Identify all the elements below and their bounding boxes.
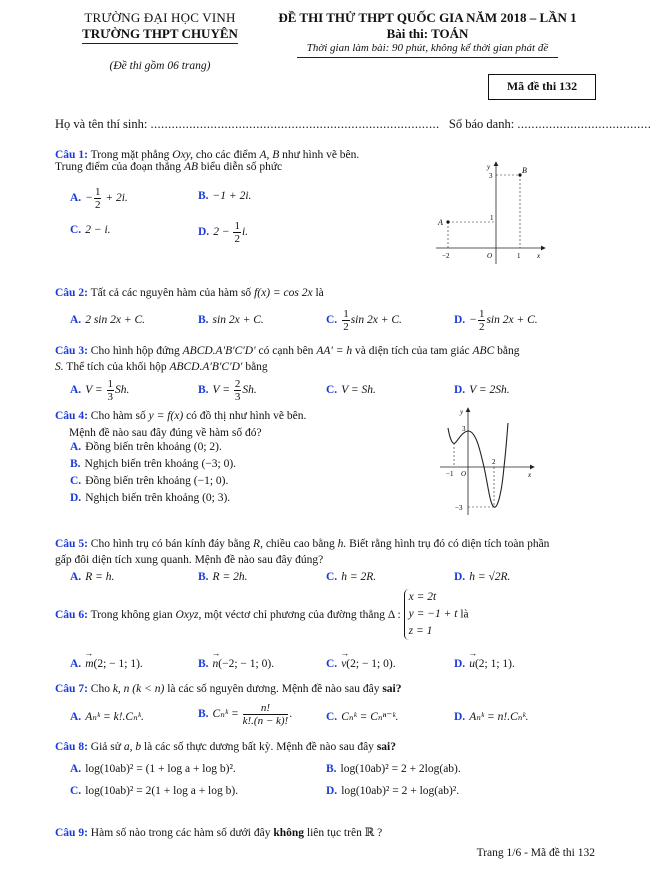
- id-label: Số báo danh:: [448, 117, 515, 131]
- option-letter: A.: [70, 711, 82, 723]
- option-letter: D.: [454, 384, 466, 396]
- question-5: [55, 536, 600, 568]
- option-a[interactable]: [70, 314, 145, 326]
- vector-symbol: → n: [213, 658, 219, 670]
- math: .: [289, 708, 293, 721]
- page-footer: Trang 1/6 - Mã đề thi 132: [476, 847, 595, 859]
- question-label: Câu 8:: [55, 741, 88, 753]
- math: Aₙᵏ = k!.Cₙᵏ.: [85, 711, 144, 723]
- school-header: [50, 10, 270, 72]
- question-text: Hàm số nào trong các hàm số dưới đây: [90, 827, 271, 839]
- question-text: bằng: [497, 345, 520, 357]
- math: Oxy,: [172, 149, 194, 161]
- label-b: B: [522, 166, 527, 175]
- question-text: Trung điểm của đoạn thẳng: [55, 161, 182, 173]
- math: −: [469, 314, 477, 327]
- fraction: [234, 378, 242, 403]
- function-curve: [448, 423, 508, 507]
- option-letter: C.: [70, 224, 82, 236]
- math: sin 2x + C.: [486, 314, 538, 327]
- math: Cₙᵏ =: [212, 708, 242, 721]
- question-text: có đồ thị như hình vẽ bên.: [186, 410, 307, 422]
- option-letter: D.: [70, 492, 82, 504]
- math: h = √2R.: [469, 571, 511, 583]
- option-c[interactable]: [326, 658, 396, 670]
- exam-title: ĐỀ THI THỬ THPT QUỐC GIA NĂM 2018 – LẦN 1: [278, 10, 577, 25]
- label-a: A: [438, 218, 443, 227]
- question-text: biểu diễn số phức: [200, 161, 283, 173]
- option-a[interactable]: [70, 378, 129, 403]
- denominator: 3: [107, 391, 114, 403]
- question-9: [55, 825, 382, 839]
- fraction: [478, 308, 486, 333]
- math: ABC: [472, 345, 495, 357]
- math: AA′ = h: [316, 345, 353, 357]
- math: ABCD.A′B′C′D′: [169, 361, 243, 373]
- question-text: cho các điểm: [195, 149, 257, 161]
- point-a: [446, 220, 449, 223]
- question-text: có cạnh bên: [258, 345, 314, 357]
- question-text: chiều cao bằng: [265, 538, 335, 550]
- question-2: [55, 287, 324, 299]
- axis-y-label: y: [460, 408, 464, 416]
- question-label: Câu 1:: [55, 149, 88, 161]
- option-b[interactable]: [198, 702, 292, 727]
- math: 2 −: [213, 226, 233, 239]
- math: h = 2R.: [341, 571, 377, 583]
- math: Aₙᵏ = n!.Cₙᵏ.: [469, 711, 529, 723]
- fraction: [342, 308, 350, 333]
- option-b[interactable]: [198, 190, 251, 202]
- option-c[interactable]: [326, 308, 402, 333]
- question-text: Thể tích của khối hộp: [66, 361, 167, 373]
- axis-x-label: x: [528, 471, 532, 479]
- numerator: 1: [343, 308, 349, 320]
- option-letter: A.: [70, 658, 82, 670]
- option-letter: A.: [70, 763, 82, 775]
- university-name: TRƯỜNG ĐẠI HỌC VINH: [84, 10, 236, 25]
- math: (0; 2).: [193, 441, 222, 453]
- question-1: [55, 149, 425, 173]
- question-label: Câu 7:: [55, 683, 88, 695]
- equation-system: [404, 589, 458, 640]
- option-c[interactable]: [70, 785, 238, 797]
- fraction: [243, 702, 289, 727]
- fraction: [233, 220, 241, 245]
- denominator: 2: [478, 321, 485, 333]
- math: −: [85, 192, 93, 205]
- option-d[interactable]: [198, 220, 248, 245]
- emphasis: sai?: [376, 741, 396, 753]
- option-a[interactable]: [70, 441, 222, 453]
- option-text: Nghịch biến trên khoảng: [84, 458, 199, 470]
- question-3: [55, 343, 600, 375]
- exam-subject: Bài thi: TOÁN: [386, 26, 469, 41]
- option-letter: D.: [454, 314, 466, 327]
- option-letter: C.: [70, 475, 82, 487]
- math: (2; − 1; 1).: [93, 658, 143, 670]
- option-d[interactable]: [454, 571, 510, 583]
- option-letter: B.: [198, 571, 209, 583]
- option-letter: B.: [198, 708, 209, 721]
- pages-note: (Đề thi gồm 06 trang): [109, 60, 211, 72]
- q4-figure: [432, 405, 542, 515]
- tick-y: −3: [455, 504, 463, 512]
- question-label: Câu 4:: [55, 410, 88, 422]
- option-letter: B.: [198, 658, 209, 670]
- math: y = f(x): [148, 410, 184, 422]
- option-letter: A.: [70, 314, 82, 326]
- option-letter: A.: [70, 571, 82, 583]
- math: f(x) = cos 2x: [254, 287, 313, 299]
- denominator: 2: [234, 233, 240, 245]
- equation: y = −1 + t: [408, 608, 458, 620]
- tick-y: 3: [462, 425, 466, 433]
- question-text: Tất cả các nguyên hàm của hàm số: [90, 287, 252, 299]
- math: Cₙᵏ = Cₙⁿ⁻ᵏ.: [341, 711, 399, 723]
- denominator: 3: [234, 391, 241, 403]
- option-b[interactable]: [70, 458, 236, 470]
- option-letter: C.: [326, 658, 338, 670]
- option-c[interactable]: [326, 709, 398, 723]
- math: Δ :: [387, 608, 401, 621]
- math: 2 sin 2x + C.: [85, 314, 146, 326]
- question-4: [55, 408, 306, 441]
- question-text: như hình vẽ bên.: [282, 149, 360, 161]
- tick-y: 3: [489, 172, 493, 180]
- math: log(10ab)² = (1 + log a + log b)².: [85, 763, 236, 775]
- numerator: 1: [478, 308, 485, 320]
- option-letter: B.: [198, 190, 209, 202]
- math: S.: [55, 361, 64, 373]
- option-b[interactable]: [198, 314, 264, 326]
- math: log(10ab)² = 2 + log(ab)².: [341, 785, 460, 797]
- option-a[interactable]: [70, 186, 128, 211]
- question-text: là các số thực dương bất kỳ. Mệnh đề nào sau đây: [143, 741, 374, 753]
- question-text: bằng: [245, 361, 268, 373]
- math: h.: [337, 538, 347, 550]
- origin-label: O: [461, 470, 467, 478]
- option-text: Nghịch biến trên khoảng: [85, 492, 200, 504]
- math: + 2i.: [102, 192, 128, 205]
- denominator: k!.(n − k)!: [242, 715, 289, 727]
- math: sin 2x + C.: [350, 314, 402, 327]
- option-d[interactable]: [454, 308, 538, 333]
- school-name: TRƯỜNG THPT CHUYÊN: [82, 26, 238, 44]
- vector-symbol: → m: [85, 658, 93, 670]
- q1-figure: [430, 158, 550, 270]
- denominator: 2: [343, 321, 349, 333]
- equation: x = 2t: [408, 591, 437, 603]
- option-letter: D.: [454, 571, 466, 583]
- numerator: 2: [234, 378, 241, 390]
- option-a[interactable]: [70, 763, 236, 775]
- exam-code-box: Mã đề thi 132: [488, 74, 596, 100]
- math: log(10ab)² = 2 + 2log(ab).: [340, 763, 461, 775]
- option-a[interactable]: [70, 658, 143, 670]
- question-text: Cho hình hộp đứng: [90, 345, 180, 357]
- option-a[interactable]: [70, 571, 114, 583]
- math: R = h.: [85, 571, 115, 583]
- math: (−3; 0).: [201, 458, 237, 470]
- option-letter: D.: [326, 785, 338, 797]
- math: 2 − i.: [85, 224, 111, 236]
- question-text: Cho: [90, 683, 110, 695]
- math: ABCD.A′B′C′D′: [182, 345, 256, 357]
- question-text: Cho hình trụ có bán kính đáy bằng: [90, 538, 251, 550]
- axis-y-label: y: [487, 163, 491, 171]
- emphasis: không: [273, 827, 305, 839]
- option-d[interactable]: [454, 658, 515, 670]
- question-label: Câu 3:: [55, 345, 88, 357]
- question-text: là: [315, 287, 324, 299]
- option-letter: B.: [70, 458, 81, 470]
- question-label: Câu 5:: [55, 538, 88, 550]
- option-b[interactable]: [198, 571, 247, 583]
- numerator: n!: [243, 702, 289, 715]
- math: Sh.: [115, 384, 130, 397]
- question-label: Câu 2:: [55, 287, 88, 299]
- id-field[interactable]: ......................................: [517, 117, 651, 131]
- question-label: Câu 6:: [55, 608, 88, 621]
- math: k, n (k < n): [112, 683, 165, 695]
- question-text: liên tục trên: [306, 827, 362, 839]
- option-letter: D.: [198, 226, 210, 239]
- option-b[interactable]: [198, 378, 257, 403]
- math: V =: [212, 384, 233, 397]
- option-letter: D.: [454, 711, 466, 723]
- axis-x-label: x: [537, 252, 541, 260]
- option-c[interactable]: [70, 224, 111, 236]
- question-label: Câu 9:: [55, 827, 88, 839]
- question-text: Mệnh đề nào sau đây đúng về hàm số đó?: [69, 426, 262, 439]
- math: AB: [183, 161, 198, 173]
- math: V = 2Sh.: [469, 384, 510, 396]
- option-letter: D.: [454, 658, 466, 670]
- origin-label: O: [487, 252, 493, 260]
- option-b[interactable]: [198, 658, 274, 670]
- option-letter: A.: [70, 192, 82, 205]
- option-text: Đồng biến trên khoảng: [85, 475, 191, 487]
- option-letter: A.: [70, 384, 82, 397]
- math: R = 2h.: [212, 571, 248, 583]
- tick-x: 1: [517, 252, 521, 260]
- question-text: Giả sử: [90, 741, 121, 753]
- option-c[interactable]: [326, 384, 376, 396]
- time-note: Thời gian làm bài: 90 phút, không kể thời gian phát đề: [297, 42, 559, 58]
- math: log(10ab)² = 2(1 + log a + log b).: [85, 785, 239, 797]
- math: V =: [85, 384, 106, 397]
- name-label: Họ và tên thí sinh:: [55, 117, 148, 131]
- option-letter: C.: [326, 711, 338, 723]
- math: (2; 1; 1).: [474, 658, 515, 670]
- numerator: 1: [94, 186, 101, 198]
- math: −1 + 2i.: [212, 190, 252, 202]
- math: V = Sh.: [341, 384, 376, 396]
- option-d[interactable]: [70, 492, 230, 504]
- question-text: Biết rằng hình trụ đó có diện tích toàn phần: [349, 538, 550, 550]
- name-field[interactable]: ..................................................................................: [150, 117, 440, 131]
- math: (0; 3).: [202, 492, 231, 504]
- option-letter: B.: [198, 384, 209, 397]
- math: a, b: [123, 741, 142, 753]
- tick-x: −1: [446, 470, 454, 478]
- math: (2; − 1; 0).: [346, 658, 396, 670]
- option-letter: C.: [326, 314, 338, 327]
- math: Sh.: [242, 384, 257, 397]
- math: R,: [253, 538, 263, 550]
- question-text: Trong mặt phẳng: [90, 149, 170, 161]
- math: ℝ ?: [364, 827, 383, 839]
- option-b[interactable]: [326, 763, 461, 775]
- option-letter: B.: [198, 314, 209, 326]
- question-text: Trong không gian: [90, 608, 173, 621]
- vector-symbol: → v: [341, 658, 346, 670]
- math: A, B: [259, 149, 280, 161]
- question-text: và diện tích của tam giác: [355, 345, 470, 357]
- option-a[interactable]: [70, 709, 144, 723]
- question-text: là: [460, 608, 469, 621]
- emphasis: sai?: [382, 683, 402, 695]
- math: (−1; 0).: [193, 475, 229, 487]
- fraction: [107, 378, 115, 403]
- option-d[interactable]: [326, 785, 459, 797]
- option-text: Đồng biến trên khoảng: [85, 441, 191, 453]
- math: (−2; − 1; 0).: [218, 658, 275, 670]
- numerator: 1: [234, 220, 240, 232]
- math: sin 2x + C.: [212, 314, 264, 326]
- option-letter: C.: [326, 384, 338, 396]
- option-c[interactable]: [326, 571, 376, 583]
- question-text: gấp đôi diện tích xung quanh. Mệnh đề nào sau đây đúng?: [55, 554, 324, 566]
- option-d[interactable]: [454, 709, 529, 723]
- denominator: 2: [94, 199, 101, 211]
- exam-header: [255, 10, 600, 58]
- fraction: [94, 186, 102, 211]
- equation: z = 1: [408, 625, 433, 637]
- question-6: [55, 589, 469, 640]
- option-d[interactable]: [454, 384, 510, 396]
- numerator: 1: [107, 378, 114, 390]
- vector-symbol: → u: [469, 658, 475, 670]
- option-letter: C.: [70, 785, 82, 797]
- tick-x: 2: [492, 458, 496, 466]
- question-8: [55, 741, 396, 753]
- math: i.: [241, 226, 249, 239]
- student-info: [55, 117, 651, 132]
- option-c[interactable]: [70, 475, 228, 487]
- question-7: [55, 683, 402, 695]
- option-letter: B.: [326, 763, 337, 775]
- question-text: là các số nguyên dương. Mệnh đề nào sau đây: [167, 683, 380, 695]
- tick-y: 1: [490, 214, 494, 222]
- option-letter: C.: [326, 571, 338, 583]
- math: Oxyz,: [175, 608, 202, 621]
- question-text: một véctơ chỉ phương của đường thẳng: [204, 608, 386, 621]
- tick-x: −2: [442, 252, 450, 260]
- question-text: Cho hàm số: [90, 410, 146, 422]
- option-letter: A.: [70, 441, 82, 453]
